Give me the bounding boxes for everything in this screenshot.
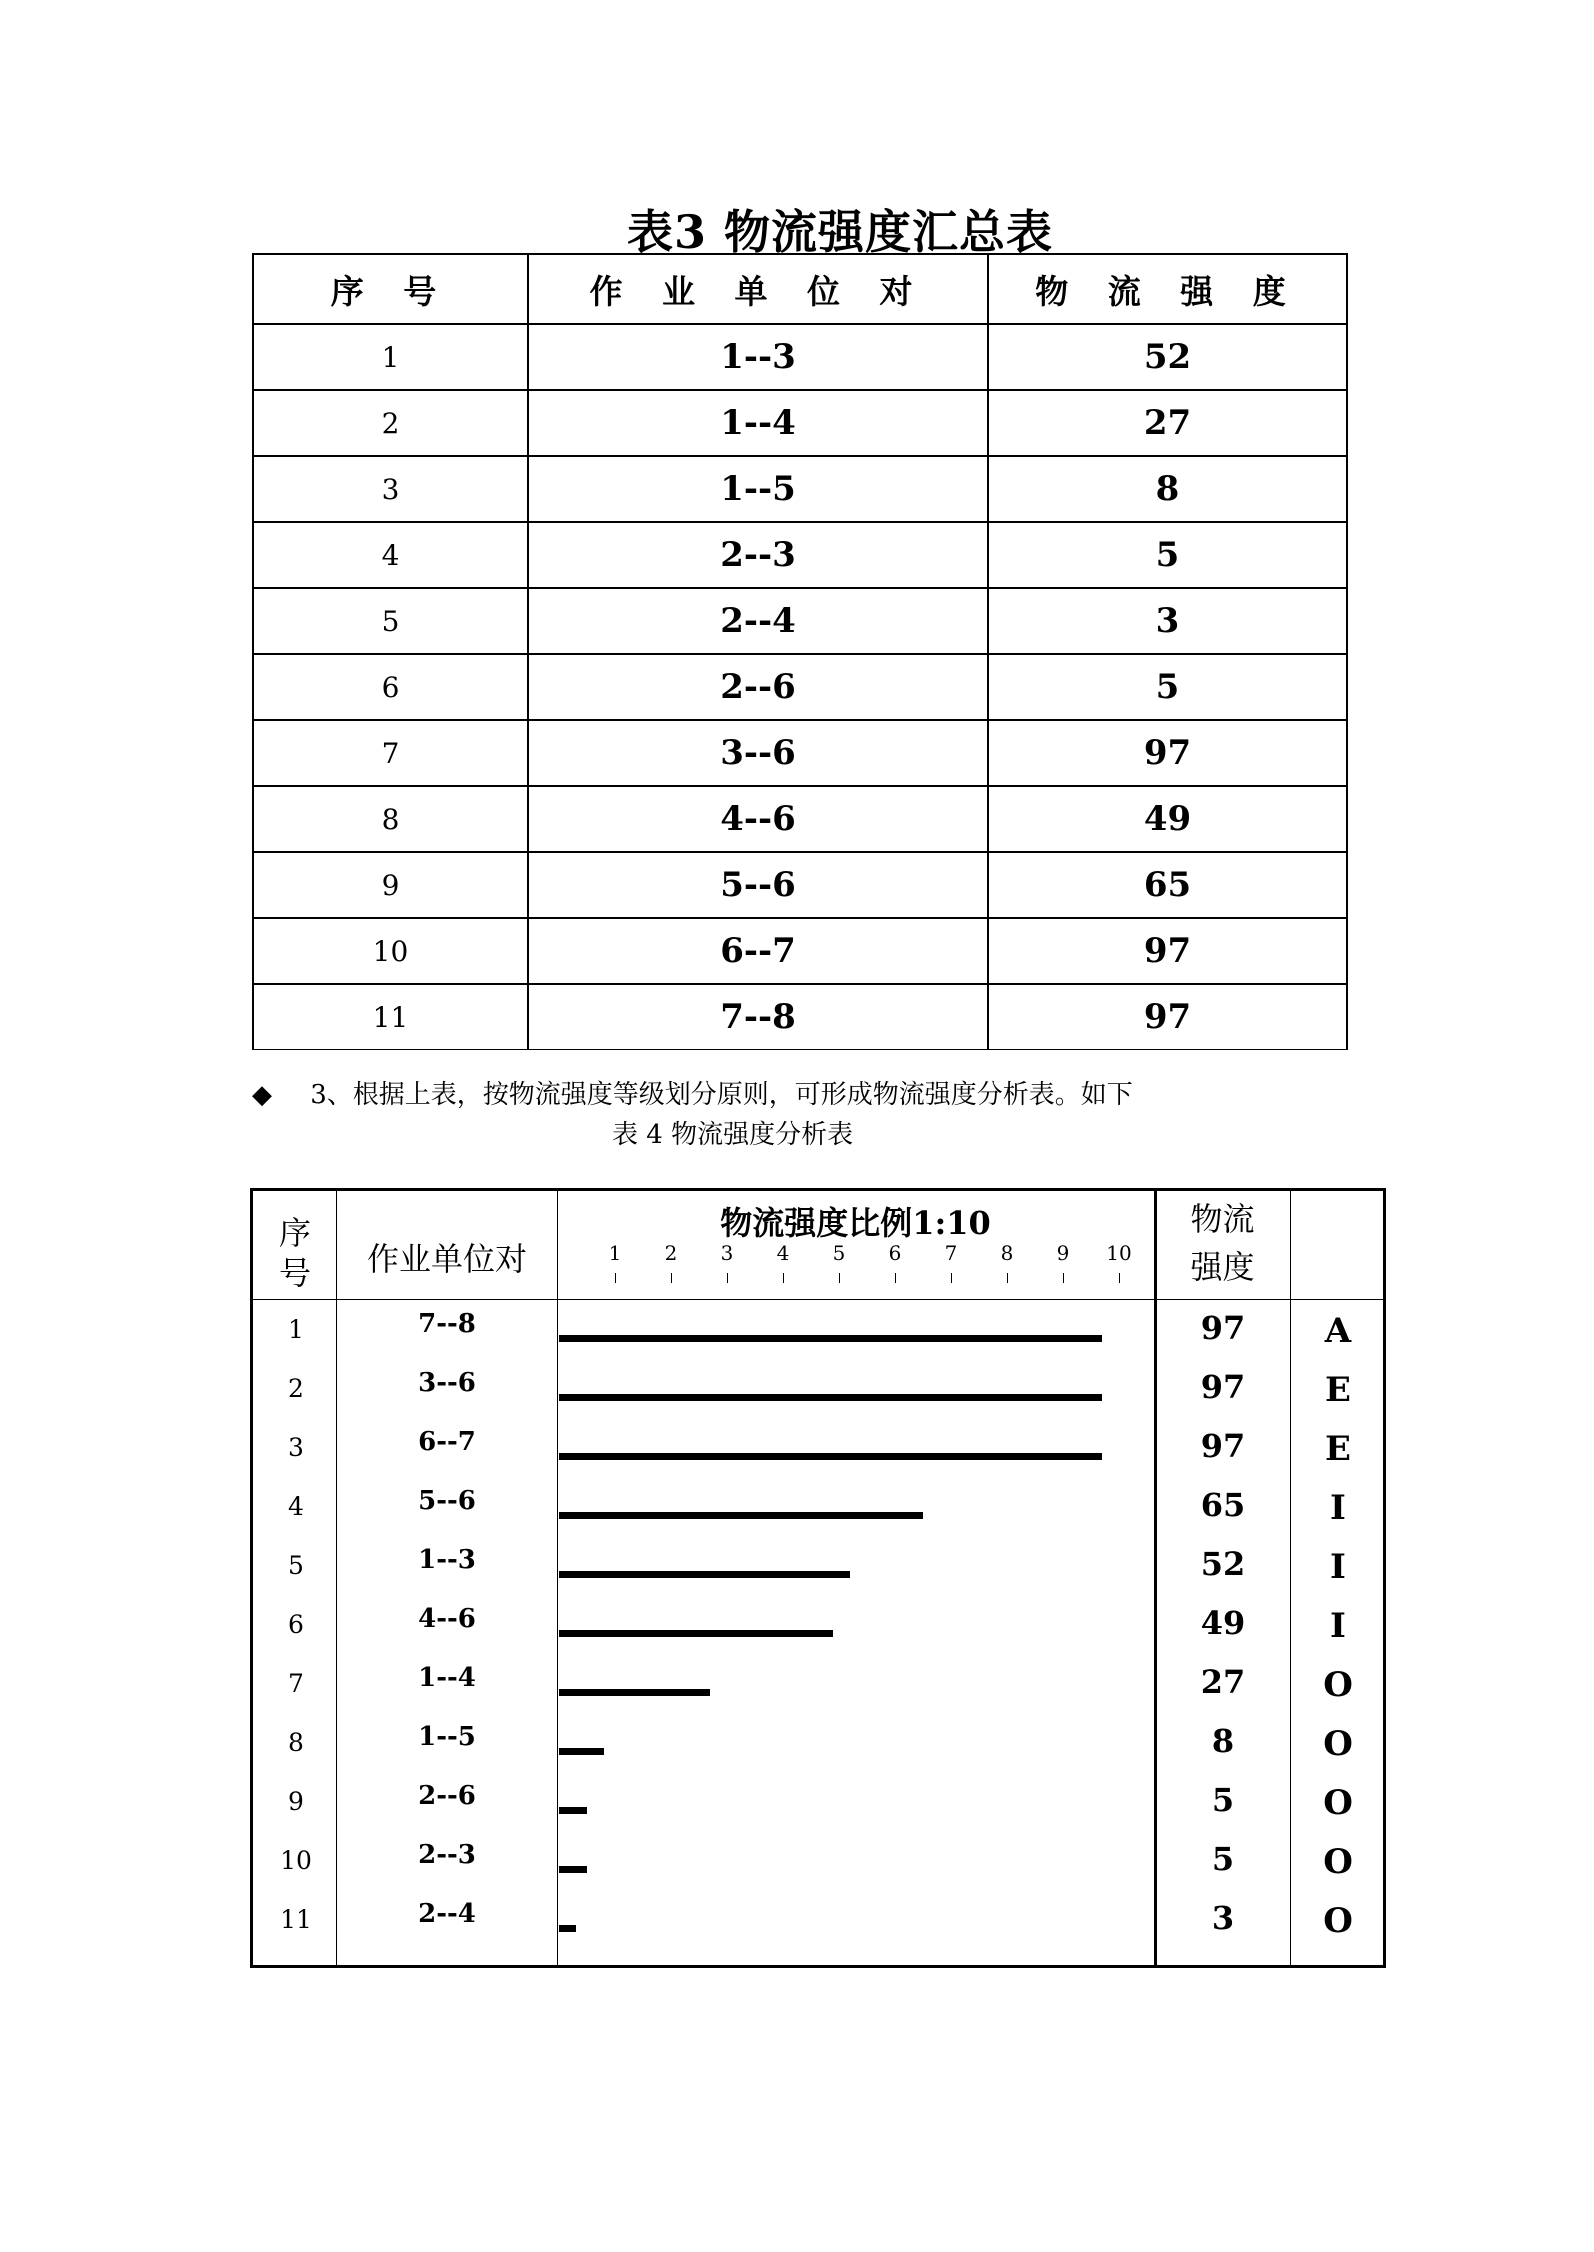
table-row	[253, 456, 1347, 522]
row-value: 65	[988, 852, 1347, 918]
table-row	[253, 588, 1347, 654]
table-row	[253, 852, 1347, 918]
header-pair: 作 业 单 位 对	[528, 254, 988, 324]
row-pair: 2--3	[418, 1840, 476, 1870]
row-grade: O	[1323, 1783, 1353, 1823]
row-value: 8	[1211, 1722, 1235, 1760]
header-pair: 作业单位对	[366, 1240, 527, 1278]
row-pair: 6--7	[528, 918, 988, 984]
column-divider	[557, 1191, 558, 1965]
table-row	[253, 522, 1347, 588]
row-number: 8	[288, 1728, 304, 1757]
row-pair: 4--6	[418, 1604, 476, 1634]
row-grade: I	[1330, 1547, 1346, 1587]
scale-tick-mark	[839, 1273, 840, 1283]
scale-tick-mark	[615, 1273, 616, 1283]
table-row	[253, 918, 1347, 984]
row-value: 97	[1200, 1427, 1246, 1465]
scale-tick-mark	[951, 1273, 952, 1283]
scale-tick-label: 6	[888, 1241, 902, 1265]
row-grade: O	[1323, 1842, 1353, 1882]
scale-tick-label: 1	[608, 1241, 622, 1265]
scale-tick-label: 4	[776, 1241, 790, 1265]
scale-tick-mark	[727, 1273, 728, 1283]
flow-bar	[559, 1689, 710, 1696]
row-pair: 7--8	[418, 1309, 476, 1339]
row-number: 6	[288, 1610, 304, 1639]
row-pair: 2--4	[528, 588, 988, 654]
row-value: 5	[1211, 1840, 1235, 1878]
row-value: 52	[988, 324, 1347, 390]
header-no: 序 号	[253, 254, 528, 324]
row-pair: 5--6	[418, 1486, 476, 1516]
table-row	[253, 390, 1347, 456]
row-number: 1	[288, 1315, 304, 1344]
row-number: 5	[288, 1551, 304, 1580]
row-pair: 1--3	[528, 324, 988, 390]
row-value: 27	[988, 390, 1347, 456]
row-pair: 2--3	[528, 522, 988, 588]
row-number: 9	[253, 852, 528, 918]
note-text: 3、根据上表，按物流强度等级划分原则，可形成物流强度分析表。如下	[310, 1080, 1133, 1110]
row-number: 11	[253, 984, 528, 1050]
table-header-row	[253, 254, 1347, 324]
header-no: 序号	[278, 1214, 311, 1292]
flow-bar	[559, 1453, 1102, 1460]
row-pair: 2--6	[528, 654, 988, 720]
row-value: 97	[988, 720, 1347, 786]
row-number: 3	[253, 456, 528, 522]
row-grade: E	[1325, 1370, 1351, 1410]
header-value: 物 流 强 度	[988, 254, 1347, 324]
row-pair: 2--4	[418, 1899, 476, 1929]
scale-tick-label: 2	[664, 1241, 678, 1265]
row-pair: 1--4	[528, 390, 988, 456]
row-pair: 1--3	[418, 1545, 476, 1575]
row-value: 5	[1211, 1781, 1235, 1819]
scale-tick-label: 8	[1000, 1241, 1014, 1265]
table-row	[253, 720, 1347, 786]
row-grade: I	[1330, 1488, 1346, 1528]
flow-bar	[559, 1748, 604, 1755]
row-pair: 6--7	[418, 1427, 476, 1457]
table-row	[253, 654, 1347, 720]
row-number: 10	[280, 1846, 312, 1875]
header-chart-scale: 物流强度比例1:10	[720, 1204, 991, 1242]
scale-tick-mark	[783, 1273, 784, 1283]
flow-bar	[559, 1571, 850, 1578]
row-value: 65	[1200, 1486, 1246, 1524]
scale-tick-mark	[671, 1273, 672, 1283]
row-value: 49	[1200, 1604, 1246, 1642]
flow-bar	[559, 1335, 1102, 1342]
flow-bar	[559, 1394, 1102, 1401]
row-number: 7	[253, 720, 528, 786]
row-number: 7	[288, 1669, 304, 1698]
row-grade: A	[1324, 1311, 1352, 1351]
table-row	[253, 786, 1347, 852]
row-value: 27	[1200, 1663, 1246, 1701]
flow-summary-table	[252, 253, 1348, 1050]
flow-analysis-table	[250, 1188, 1386, 1968]
row-number: 9	[288, 1787, 304, 1816]
diamond-bullet-icon: ◆	[252, 1080, 272, 1110]
row-number: 3	[288, 1433, 304, 1462]
table-row	[253, 324, 1347, 390]
table4-title: 表 4 物流强度分析表	[612, 1120, 854, 1150]
row-number: 1	[253, 324, 528, 390]
row-number: 5	[253, 588, 528, 654]
row-value: 3	[1211, 1899, 1235, 1937]
row-pair: 5--6	[528, 852, 988, 918]
header-value-line2: 强度	[1190, 1248, 1255, 1286]
row-number: 4	[253, 522, 528, 588]
row-value: 5	[988, 522, 1347, 588]
row-pair: 3--6	[418, 1368, 476, 1398]
row-grade: O	[1323, 1724, 1353, 1764]
scale-tick-label: 5	[832, 1241, 846, 1265]
flow-bar	[559, 1807, 587, 1814]
row-number: 6	[253, 654, 528, 720]
scale-tick-label: 7	[944, 1241, 958, 1265]
table3-title: 表3 物流强度汇总表	[626, 205, 1054, 259]
row-pair: 1--5	[418, 1722, 476, 1752]
row-value: 97	[988, 984, 1347, 1050]
scale-tick-label: 9	[1056, 1241, 1070, 1265]
row-pair: 1--4	[418, 1663, 476, 1693]
flow-bar	[559, 1925, 576, 1932]
scale-tick-mark	[1063, 1273, 1064, 1283]
note-line	[252, 1074, 1133, 1111]
scale-tick-mark	[895, 1273, 896, 1283]
row-number: 10	[253, 918, 528, 984]
row-value: 97	[988, 918, 1347, 984]
row-grade: E	[1325, 1429, 1351, 1469]
row-pair: 1--5	[528, 456, 988, 522]
row-number: 2	[288, 1374, 304, 1403]
flow-bar	[559, 1866, 587, 1873]
scale-tick-mark	[1119, 1273, 1120, 1283]
row-number: 11	[280, 1905, 312, 1934]
row-grade: O	[1323, 1901, 1353, 1941]
row-number: 8	[253, 786, 528, 852]
scale-tick-mark	[1007, 1273, 1008, 1283]
header-value-line1: 物流	[1190, 1200, 1255, 1238]
row-value: 49	[988, 786, 1347, 852]
row-value: 5	[988, 654, 1347, 720]
row-pair: 4--6	[528, 786, 988, 852]
row-grade: I	[1330, 1606, 1346, 1646]
row-value: 97	[1200, 1368, 1246, 1406]
scale-tick-label: 10	[1106, 1241, 1132, 1265]
flow-bar	[559, 1630, 833, 1637]
row-value: 8	[988, 456, 1347, 522]
row-number: 4	[288, 1492, 304, 1521]
flow-bar	[559, 1512, 923, 1519]
row-value: 3	[988, 588, 1347, 654]
row-grade: O	[1323, 1665, 1353, 1705]
table-row	[253, 984, 1347, 1050]
row-pair: 7--8	[528, 984, 988, 1050]
scale-tick-label: 3	[720, 1241, 734, 1265]
header-divider	[253, 1299, 1383, 1300]
row-pair: 3--6	[528, 720, 988, 786]
row-value: 52	[1200, 1545, 1246, 1583]
row-number: 2	[253, 390, 528, 456]
row-value: 97	[1200, 1309, 1246, 1347]
row-pair: 2--6	[418, 1781, 476, 1811]
